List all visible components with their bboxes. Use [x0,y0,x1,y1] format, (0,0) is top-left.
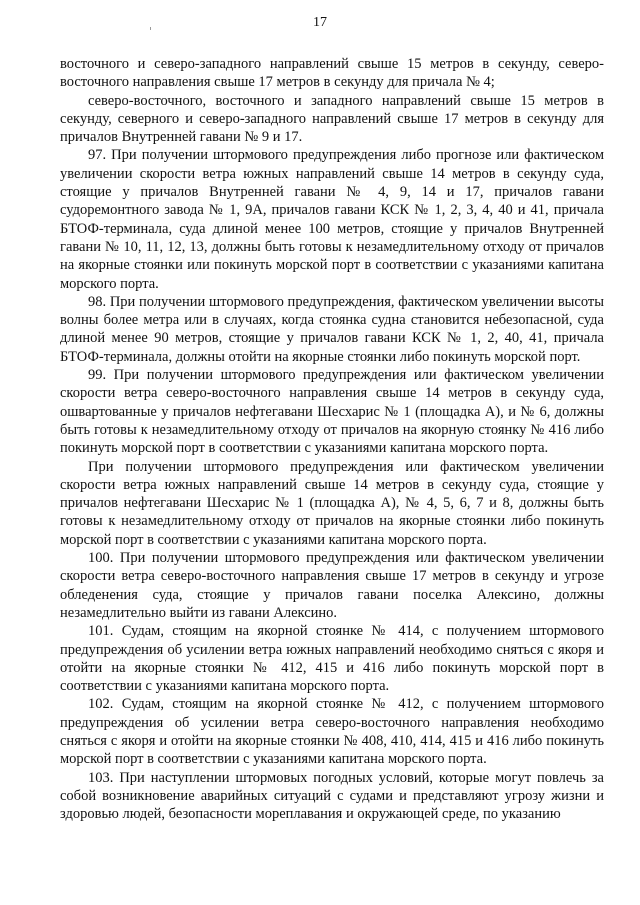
paragraph-continuation: восточного и северо-западного направлений свыше 15 метров в секунду, северо-восточного направления свыше 17 метров в секунду для причала № 4; [60,56,604,91]
scan-speck [150,27,151,30]
page-number: 17 [313,15,327,30]
paragraph-101: 101. Судам, стоящим на якорной стоянке № 414, с получением штормового предупреждения об усилении ветра южных направлений необходимо сняться с якоря и отойти на якорные стоянки № 412, 415 и 416 либо покинуть морской порт в соответствии с указаниями капитана морского порта. [60,623,604,695]
paragraph-99-continued: При получении штормового предупреждения или фактическом увеличении скорости ветра южных направлений свыше 14 метров в секунду суда, стоящие у причалов нефтегавани Шесхарис № 1 (площадка А), № 4, 5, 6, 7 и 8, должны быть готовы к незамедлительному отходу от причалов на якорные стоянки либо покинуть морской порт в соответствии с указаниями капитана морского порта. [60,458,604,548]
paragraph-97: 97. При получении штормового предупреждения либо прогнозе или фактическом увеличении скорости ветра южных направлений свыше 14 метров в секунду суда, стоящие у причалов Внутренней гавани № 4, 9, 14 и 17, причалов гавани судоремонтного завода № 1, 9А, причалов гавани КСК № 1, 2, 3, 4, 40 и 41, причала БТОФ-терминала, суда длиной менее 100 метров, стоящие у причалов Внутренней гавани № 10, 11, 12, 13, должны быть готовы к незамедлительному отходу от причалов на якорные стоянки или покинуть морской порт в соответствии с указаниями капитана морского порта. [60,147,604,292]
paragraph-99: 99. При получении штормового предупреждения или фактическом увеличении скорости ветра северо-восточного направления свыше 14 метров в секунду суда, ошвартованные у причалов нефтегавани Шесхарис № 1 (площадка А), и № 6, должны быть готовы к незамедлительному отходу от причалов на якорную стоянку № 416 либо покинуть морской порт в соответствии с указаниями капитана морского порта. [60,367,604,457]
paragraph-inner-harbor-berths: северо-восточного, восточного и западного направлений свыше 15 метров в секунду, северного и северо-западного направлений свыше 17 метров в секунду для причалов Внутренней гавани № 9 и 17. [60,92,604,146]
paragraph-103: 103. При наступлении штормовых погодных условий, которые могут повлечь за собой возникновение аварийных ситуаций с судами и представляют угрозу жизни и здоровью людей, безопасности мореплавания и окружающей среде, по указанию [60,769,604,823]
document-body [60,55,604,823]
paragraph-98: 98. При получении штормового предупреждения, фактическом увеличении высоты волны более метра или в случаях, когда стоянка судна становится небезопасной, суда длиной менее 90 метров, стоящие у причалов гавани КСК № 1, 2, 40, 41, причала БТОФ-терминала, должны отойти на якорные стоянки либо покинуть морской порт. [60,293,604,365]
paragraph-102: 102. Судам, стоящим на якорной стоянке № 412, с получением штормового предупреждения об усилении ветра северо-восточного направления необходимо сняться с якоря и отойти на якорные стоянки № 408, 410, 414, 415 и 416 либо покинуть морской порт в соответствии с указаниями капитана морского порта. [60,696,604,768]
paragraph-100: 100. При получении штормового предупреждения или фактическом увеличении скорости ветра северо-восточного направления свыше 17 метров в секунду и угрозе обледенения суда, стоящие у причалов гавани поселка Алексино, должны незамедлительно выйти из гавани Алексино. [60,550,604,621]
